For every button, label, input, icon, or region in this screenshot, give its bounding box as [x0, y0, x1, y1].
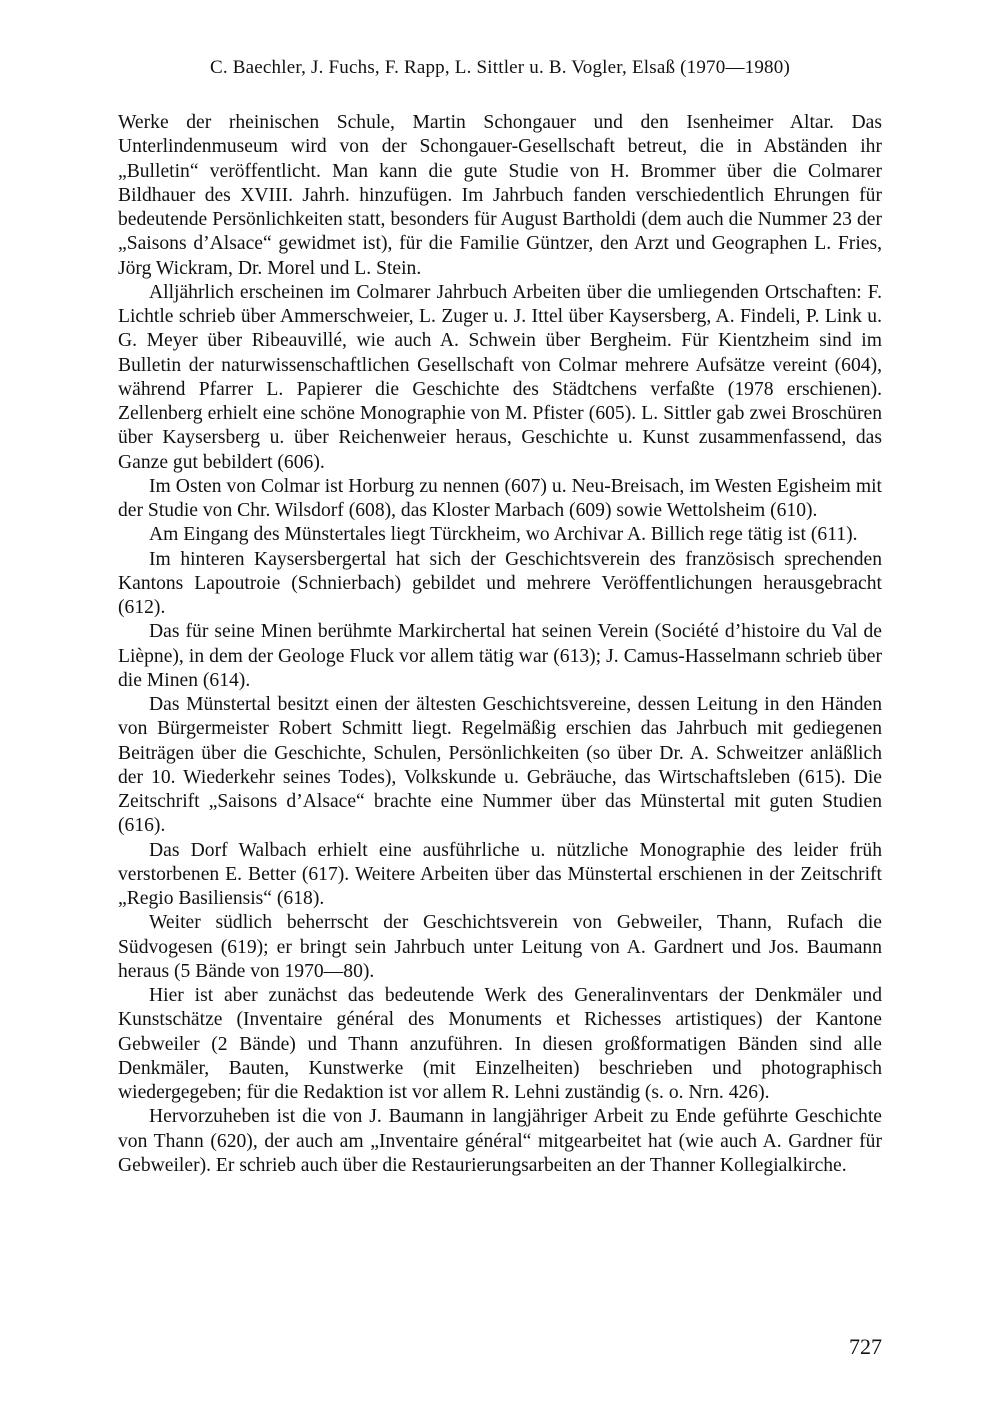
page-number: 727: [849, 1334, 882, 1359]
paragraph: Weiter südlich beherrscht der Geschichtsverein von Gebweiler, Thann, Rufach die Südvogesen (619); er bringt sein Jahrbuch unter Leitung von A. Gardnert und Jos. Baumann heraus (5 Bände von 1970—80).: [118, 912, 882, 982]
paragraph: Am Eingang des Münstertales liegt Türckheim, wo Archivar A. Billich rege tätig ist (611).: [149, 524, 858, 546]
paragraph: Das Münstertal besitzt einen der ältesten Geschichtsvereine, dessen Leitung in den Händen von Bürgermeister Robert Schmitt liegt. Regelmäßig erschien das Jahrbuch mit gediegenen Beiträgen über die Geschichte, Schulen, Persönlichkeiten (so über Dr. A. Schweitzer anläßlich der 10. Wiederkehr seines Todes), Volkskunde u. Gebräuche, das Wirtschaftsleben (615). Die Zeitschrift „Saisons d’Alsace“ brachte eine Nummer über das Münstertal mit guten Studien (616).: [118, 694, 882, 837]
paragraph: Werke der rheinischen Schule, Martin Schongauer und den Isenheimer Altar. Das Unterlindenmuseum wird von der Schongauer-Gesellschaft betreut, die in Abständen ihr „Bulletin“ veröffentlicht. Man kann die gute Studie von H. Brommer über die Colmarer Bildhauer des XVIII. Jahrh. hinzufügen. Im Jahrbuch fanden verschiedentlich Ehrungen für bedeutende Persönlichkeiten statt, besonders für August Bartholdi (dem auch die Nummer 23 der „Saisons d’Alsace“ gewidmet ist), für die Familie Güntzer, den Arzt und Geographen L. Fries, Jörg Wickram, Dr. Morel und L. Stein.: [118, 112, 882, 279]
body-text: [118, 111, 882, 1178]
paragraph: Alljährlich erscheinen im Colmarer Jahrbuch Arbeiten über die umliegenden Ortschaften: F. Lichtle schrieb über Ammerschweier, L. Zuger u. J. Ittel über Kaysersberg, A. Findeli, P. Link u. G. Meyer über Ribeauvillé, wie auch A. Schwein über Bergheim. Für Kientzheim sind im Bulletin der naturwissenschaftlichen Gesellschaft von Colmar mehrere Aufsätze vereint (604), während Pfarrer L. Papierer die Geschichte des Städtchens verfaßte (1978 erschienen). Zellenberg erhielt eine schöne Monographie von M. Pfister (605). L. Sittler gab zwei Broschüren über Kaysersberg u. über Reichenweier heraus, Geschichte u. Kunst zusammenfassend, das Ganze gut bebildert (606).: [118, 281, 882, 473]
paragraph: Im Osten von Colmar ist Horburg zu nennen (607) u. Neu-Breisach, im Westen Egisheim mit der Studie von Chr. Wilsdorf (608), das Kloster Marbach (609) sowie Wettolsheim (610).: [118, 475, 882, 521]
paragraph: Im hinteren Kaysersbergertal hat sich der Geschichtsverein des französisch sprechenden Kantons Lapoutroie (Schnierbach) gebildet und mehrere Veröffentlichungen herausgebracht (612).: [118, 548, 882, 618]
paragraph: Das für seine Minen berühmte Markirchertal hat seinen Verein (Société d’histoire du Val de Lièpne), in dem der Geologe Fluck vor allem tätig war (613); J. Camus-Hasselmann schrieb über die Minen (614).: [118, 621, 882, 691]
paragraph: Das Dorf Walbach erhielt eine ausführliche u. nützliche Monographie des leider früh verstorbenen E. Better (617). Weitere Arbeiten über das Münstertal erschienen in der Zeitschrift „Regio Basiliensis“ (618).: [118, 839, 882, 909]
paragraph: Hervorzuheben ist die von J. Baumann in langjähriger Arbeit zu Ende geführte Geschichte von Thann (620), der auch am „Inventaire général“ mitgearbeitet hat (wie auch A. Gardner für Gebweiler). Er schrieb auch über die Restaurierungsarbeiten an der Thanner Kollegialkirche.: [118, 1106, 882, 1176]
running-header: C. Baechler, J. Fuchs, F. Rapp, L. Sittler u. B. Vogler, Elsaß (1970—1980): [210, 57, 790, 78]
paragraph: Hier ist aber zunächst das bedeutende Werk des Generalinventars der Denkmäler und Kunstschätze (Inventaire général des Monuments et Richesses artistiques) der Kantone Gebweiler (2 Bände) und Thann anzuführen. In diesen großformatigen Bänden sind alle Denkmäler, Bauten, Kunstwerke (mit Einzelheiten) beschrieben und photographisch wiedergegeben; für die Redaktion ist vor allem R. Lehni zuständig (s. o. Nrn. 426).: [118, 985, 882, 1103]
